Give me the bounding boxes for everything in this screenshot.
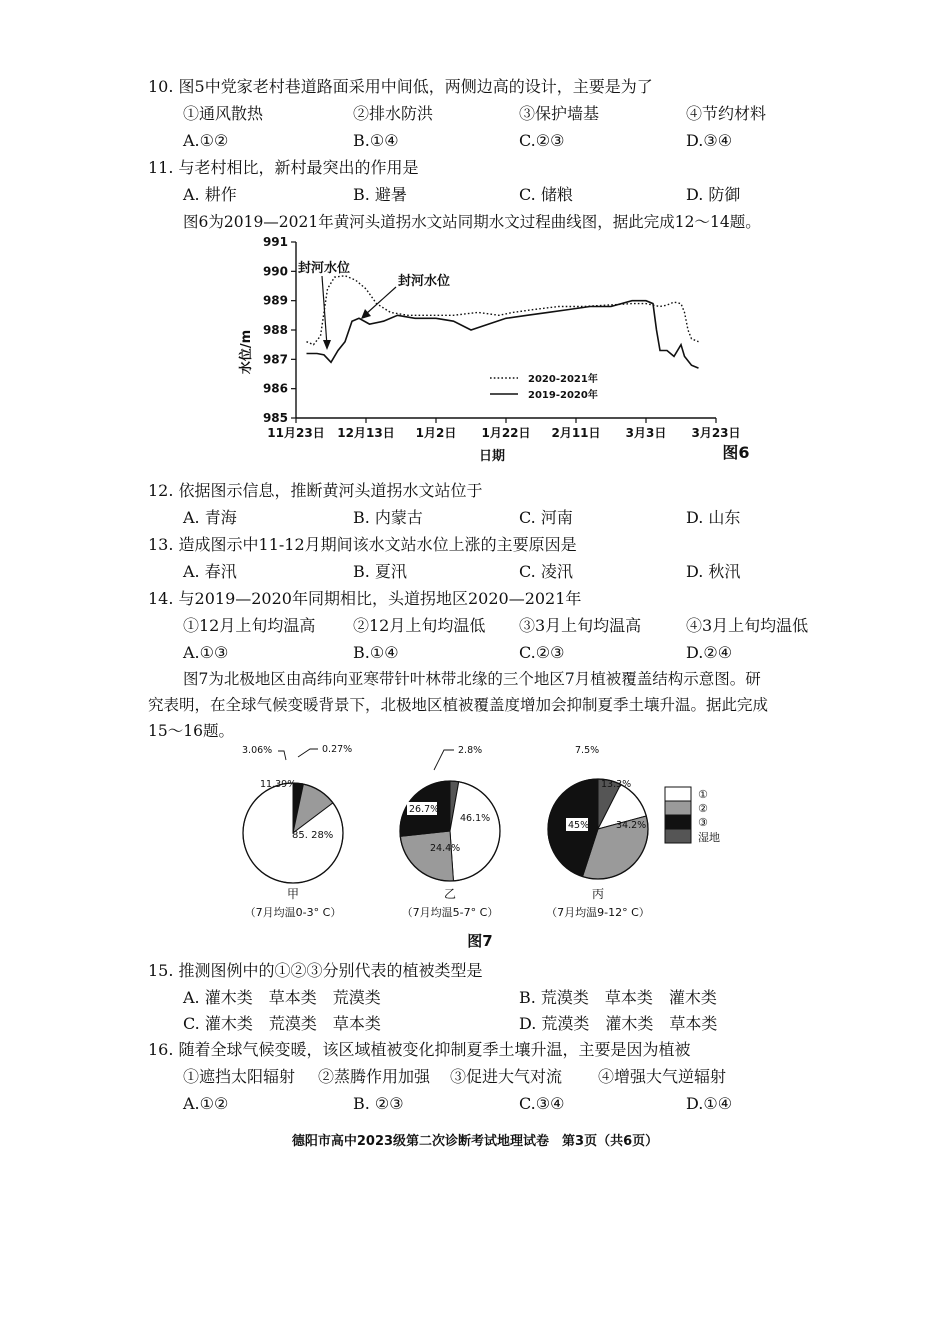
annotation-freeze-level-1: 封河水位: [298, 261, 351, 276]
pie-bing-title: 丙: [591, 887, 605, 901]
x-tick-label: 12月13日: [337, 426, 395, 440]
x-axis-label: 日期: [478, 449, 506, 464]
page-footer: 德阳市高中2023级第二次诊断考试地理试卷 第3页（共6页）: [291, 1134, 659, 1149]
legend-label-wetland: 湿地: [698, 831, 720, 844]
q15-option-d[interactable]: D. 荒漠类 灌木类 草本类: [519, 1014, 718, 1033]
legend-swatch-2: [665, 801, 691, 815]
q14-item-1: ①12月上旬均温高: [183, 616, 316, 635]
pie-slice: [400, 831, 453, 881]
figure7-intro-line1: 图7为北极地区由高纬向亚寒带针叶林带北缘的三个地区7月植被覆盖结构示意图。研: [183, 670, 761, 688]
q11-option-c[interactable]: C. 储粮: [519, 185, 573, 204]
q10-option-d[interactable]: D.③④: [686, 131, 733, 150]
q12-option-b[interactable]: B. 内蒙古: [353, 508, 423, 527]
x-tick-label: 1月2日: [415, 426, 457, 440]
q10-item-2: ②排水防洪: [353, 104, 434, 123]
q16-item-3: ③促进大气对流: [450, 1067, 563, 1086]
q16-stem: 16. 随着全球气候变暖，该区域植被变化抑制夏季土壤升温，主要是因为植被: [148, 1040, 691, 1059]
q12-stem: 12. 依据图示信息，推断黄河头道拐水文站位于: [148, 481, 483, 500]
q13-option-c[interactable]: C. 凌汛: [519, 562, 573, 581]
q10-item-3: ③保护墙基: [519, 104, 600, 123]
q14-option-c[interactable]: C.②③: [519, 643, 565, 662]
chart-frame: [296, 242, 716, 418]
pie-jia-leader-2: [298, 749, 318, 757]
pie-bing-label-1: 13.3%: [601, 779, 632, 790]
x-tick-label: 1月22日: [481, 426, 531, 440]
legend-label-2019-2020: 2019-2020年: [528, 390, 598, 401]
x-tick-label: 11月23日: [267, 426, 325, 440]
pie-bing-label-wetland: 7.5%: [575, 745, 600, 756]
legend-swatch-1: [665, 787, 691, 801]
q11-option-b[interactable]: B. 避暑: [353, 185, 407, 204]
annotation-arrow-2: [366, 287, 396, 314]
figure7-intro-line3: 15～16题。: [148, 722, 234, 740]
pie-yi-label-2: 24.4%: [430, 843, 461, 854]
y-axis-ticks: [263, 235, 296, 425]
pie-jia-label-wetland: 0.27%: [322, 744, 353, 755]
q13-option-d[interactable]: D. 秋汛: [686, 562, 741, 581]
pie-bing-label-2: 34.2%: [616, 820, 647, 831]
pie-jia-label-2: 11.39%: [260, 779, 297, 790]
figure6-caption: 图6: [722, 443, 750, 462]
legend-label-3: ③: [698, 816, 708, 829]
y-tick-label: 988: [262, 323, 288, 337]
pie-yi-leader: [434, 750, 454, 770]
q11-stem: 11. 与老村相比，新村最突出的作用是: [148, 158, 419, 177]
q13-option-a[interactable]: A. 春汛: [183, 562, 237, 581]
q11-option-a[interactable]: A. 耕作: [183, 185, 237, 204]
pie-bing-label-3: 45%: [568, 820, 590, 831]
pie-jia-label-1: 85. 28%: [292, 830, 334, 841]
legend-label-2020-2021: 2020-2021年: [528, 374, 598, 385]
figure6-intro: 图6为2019—2021年黄河头道拐水文站同期水文过程曲线图，据此完成12～14题。: [183, 213, 761, 231]
q16-item-1: ①遮挡太阳辐射: [183, 1067, 296, 1086]
pie-jia-leader-1: [278, 751, 286, 760]
q13-option-b[interactable]: B. 夏汛: [353, 562, 407, 581]
pie-jia-title: 甲: [286, 887, 300, 901]
q16-option-c[interactable]: C.③④: [519, 1094, 565, 1113]
pie-yi-title: 乙: [443, 887, 457, 901]
q11-option-d[interactable]: D. 防御: [686, 185, 741, 204]
figure7-intro-line2: 究表明，在全球气候变暖背景下，北极地区植被覆盖度增加会抑制夏季土壤升温。据此完成: [148, 696, 769, 714]
pie-yi: [400, 781, 500, 881]
pie-yi-label-3: 26.7%: [409, 804, 440, 815]
y-tick-label: 990: [262, 264, 288, 279]
figure6-chart: [228, 232, 758, 472]
annotation-arrow-1: [322, 276, 327, 346]
q13-stem: 13. 造成图示中11-12月期间该水文站水位上涨的主要原因是: [148, 535, 577, 554]
q14-item-3: ③3月上旬均温高: [519, 616, 642, 635]
q10-option-c[interactable]: C.②③: [519, 131, 565, 150]
y-tick-label: 987: [262, 352, 288, 367]
q12-option-c[interactable]: C. 河南: [519, 508, 573, 527]
q14-item-2: ②12月上旬均温低: [353, 616, 486, 635]
annotation-freeze-level-2: 封河水位: [398, 274, 451, 289]
pie-jia-label-shrub-3: 3.06%: [242, 745, 273, 756]
pie-slice: [450, 782, 500, 881]
q16-item-4: ④增强大气逆辐射: [598, 1067, 727, 1086]
q16-option-b[interactable]: B. ②③: [353, 1094, 404, 1113]
pie-yi-label-1: 46.1%: [460, 813, 491, 824]
y-tick-label: 989: [262, 293, 288, 308]
q12-option-d[interactable]: D. 山东: [686, 508, 741, 527]
q15-option-a[interactable]: A. 灌木类 草本类 荒漠类: [183, 988, 381, 1007]
y-tick-label: 991: [262, 235, 288, 249]
x-axis-ticks: [267, 418, 740, 440]
legend-label-2: ②: [698, 802, 708, 815]
q10-option-a[interactable]: A.①②: [183, 131, 229, 150]
x-tick-label: 2月11日: [551, 426, 601, 440]
q14-stem: 14. 与2019—2020年同期相比，头道拐地区2020—2021年: [148, 589, 582, 608]
y-tick-label: 985: [262, 411, 288, 425]
q10-item-4: ④节约材料: [686, 104, 767, 123]
legend-label-1: ①: [698, 788, 708, 801]
q15-option-b[interactable]: B. 荒漠类 草本类 灌木类: [519, 988, 717, 1007]
q10-item-1: ①通风散热: [183, 104, 264, 123]
figure7-legend: [665, 787, 720, 844]
q12-option-a[interactable]: A. 青海: [183, 508, 237, 527]
y-tick-label: 986: [262, 381, 288, 396]
q14-option-a[interactable]: A.①③: [183, 643, 229, 662]
q10-stem: 10. 图5中党家老村巷道路面采用中间低，两侧边高的设计，主要是为了: [148, 77, 653, 96]
x-tick-label: 3月3日: [625, 426, 667, 440]
q16-option-a[interactable]: A.①②: [183, 1094, 229, 1113]
legend-swatch-wetland: [665, 829, 691, 843]
figure7-chart: [220, 738, 760, 952]
q14-option-b[interactable]: B.①④: [353, 643, 399, 662]
annotation-arrowhead-1: [323, 340, 331, 350]
q16-item-2: ②蒸腾作用加强: [318, 1067, 431, 1086]
q16-option-d[interactable]: D.①④: [686, 1094, 733, 1113]
figure7-caption: 图7: [467, 932, 493, 950]
pie-yi-label-wetland: 2.8%: [458, 745, 483, 756]
q15-option-c[interactable]: C. 灌木类 荒漠类 草本类: [183, 1014, 381, 1033]
y-axis-label: 水位/m: [239, 329, 254, 375]
q14-item-4: ④3月上旬均温低: [686, 616, 809, 635]
legend-swatch-3: [665, 815, 691, 829]
x-tick-label: 3月23日: [691, 426, 741, 440]
pie-jia-subtitle: （7月均温0-3° C）: [244, 906, 342, 919]
pie-bing-subtitle: （7月均温9-12° C）: [546, 906, 650, 919]
q14-option-d[interactable]: D.②④: [686, 643, 733, 662]
q15-stem: 15. 推测图例中的①②③分别代表的植被类型是: [148, 961, 483, 980]
pie-yi-subtitle: （7月均温5-7° C）: [401, 906, 499, 919]
q10-option-b[interactable]: B.①④: [353, 131, 399, 150]
